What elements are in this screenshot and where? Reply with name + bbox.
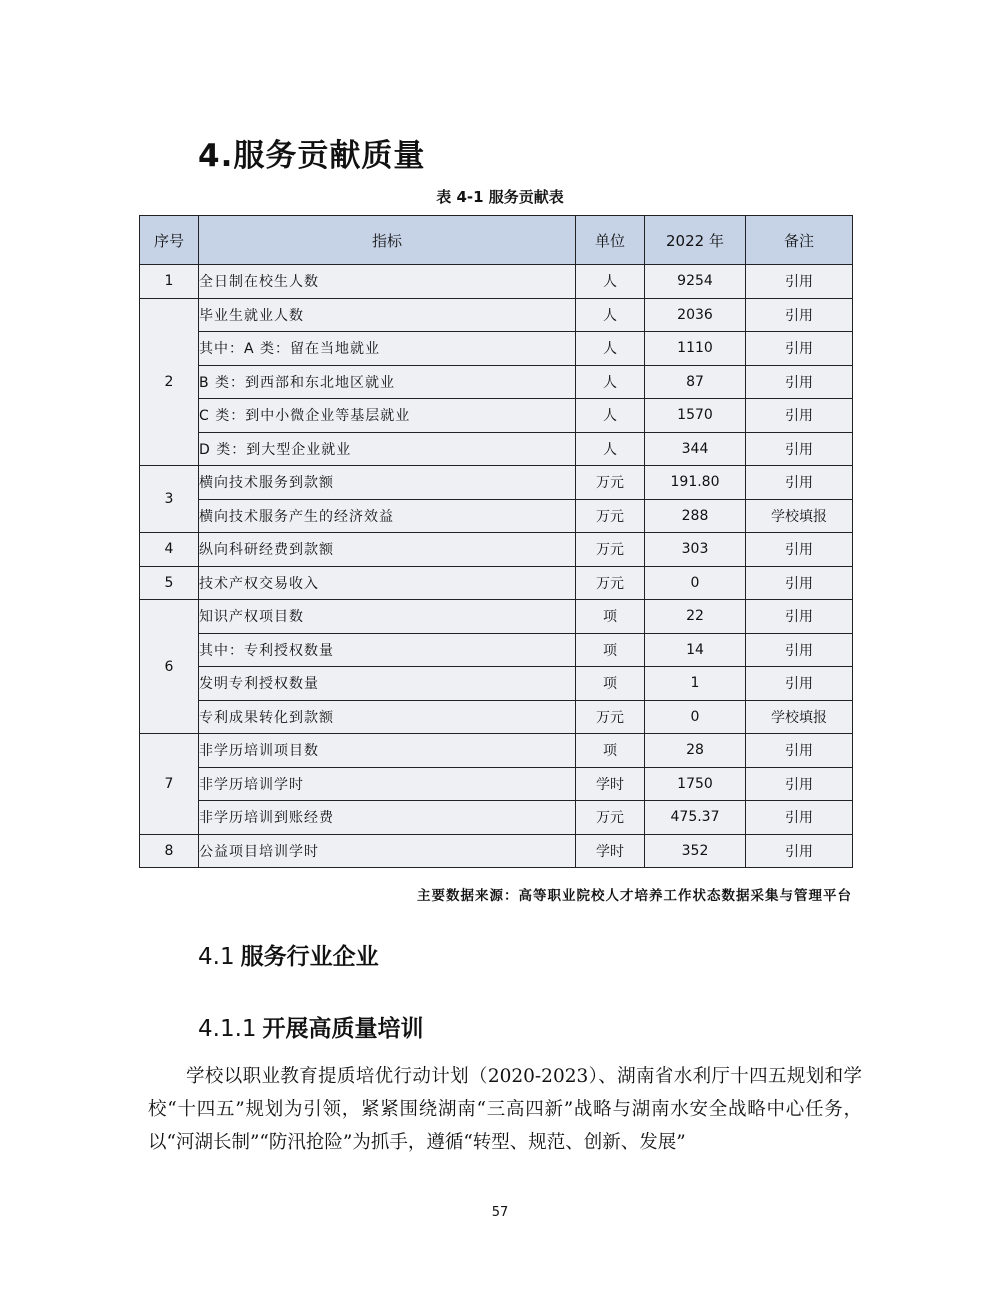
cell-value: 288 (645, 499, 746, 533)
section-heading (198, 938, 379, 971)
cell-value: 191.80 (645, 466, 746, 500)
cell-indicator: 横向技术服务到款额 (199, 466, 576, 500)
cell-unit: 项 (576, 633, 645, 667)
cell-indicator: 其中：专利授权数量 (199, 633, 576, 667)
page-number: 57 (491, 1205, 509, 1220)
cell-value: 352 (645, 834, 746, 868)
cell-indicator: B 类：到西部和东北地区就业 (199, 365, 576, 399)
cell-unit: 项 (576, 600, 645, 634)
cell-note: 引用 (746, 432, 853, 466)
cell-indicator: 非学历培训到账经费 (199, 801, 576, 835)
cell-unit: 人 (576, 399, 645, 433)
cell-note: 引用 (746, 566, 853, 600)
cell-indicator: 毕业生就业人数 (199, 298, 576, 332)
table-row (140, 667, 853, 701)
cell-note: 引用 (746, 298, 853, 332)
cell-note: 引用 (746, 801, 853, 835)
cell-value: 475.37 (645, 801, 746, 835)
cell-indicator: 横向技术服务产生的经济效益 (199, 499, 576, 533)
cell-value: 344 (645, 432, 746, 466)
cell-unit: 人 (576, 332, 645, 366)
cell-unit: 人 (576, 432, 645, 466)
cell-note: 引用 (746, 600, 853, 634)
subsection-heading (198, 1010, 424, 1043)
cell-no: 2 (140, 298, 199, 466)
cell-note: 引用 (746, 834, 853, 868)
header-unit: 单位 (576, 216, 645, 265)
table-row (140, 466, 853, 500)
table-row (140, 600, 853, 634)
data-source-note: 主要数据来源：高等职业院校人才培养工作状态数据采集与管理平台 (417, 888, 852, 904)
cell-no: 3 (140, 466, 199, 533)
cell-no: 5 (140, 566, 199, 600)
cell-value: 303 (645, 533, 746, 567)
table-caption: 表 4-1 服务贡献表 (436, 188, 564, 206)
cell-note: 引用 (746, 265, 853, 299)
cell-value: 87 (645, 365, 746, 399)
cell-value: 0 (645, 700, 746, 734)
cell-note: 学校填报 (746, 700, 853, 734)
cell-no: 8 (140, 834, 199, 868)
table-row (140, 432, 853, 466)
table-row (140, 767, 853, 801)
table-row (140, 499, 853, 533)
header-note: 备注 (746, 216, 853, 265)
cell-note: 引用 (746, 667, 853, 701)
cell-value: 28 (645, 734, 746, 768)
cell-value: 1570 (645, 399, 746, 433)
cell-unit: 万元 (576, 566, 645, 600)
cell-value: 0 (645, 566, 746, 600)
cell-unit: 万元 (576, 466, 645, 500)
cell-note: 引用 (746, 466, 853, 500)
cell-unit: 人 (576, 365, 645, 399)
cell-indicator: 其中：A 类：留在当地就业 (199, 332, 576, 366)
cell-indicator: 发明专利授权数量 (199, 667, 576, 701)
table-row (140, 399, 853, 433)
cell-unit: 万元 (576, 533, 645, 567)
cell-indicator: 非学历培训学时 (199, 767, 576, 801)
header-indicator: 指标 (199, 216, 576, 265)
service-contribution-table (139, 215, 853, 868)
table-row (140, 801, 853, 835)
cell-unit: 学时 (576, 834, 645, 868)
cell-no: 6 (140, 600, 199, 734)
cell-indicator: 技术产权交易收入 (199, 566, 576, 600)
cell-note: 学校填报 (746, 499, 853, 533)
cell-note: 引用 (746, 365, 853, 399)
table-row (140, 298, 853, 332)
table-row (140, 533, 853, 567)
cell-value: 22 (645, 600, 746, 634)
cell-unit: 人 (576, 265, 645, 299)
page-heading: 4.服务贡献质量 (198, 138, 426, 174)
cell-unit: 万元 (576, 700, 645, 734)
table-row (140, 365, 853, 399)
cell-no: 7 (140, 734, 199, 835)
cell-indicator: C 类：到中小微企业等基层就业 (199, 399, 576, 433)
table-row (140, 332, 853, 366)
cell-note: 引用 (746, 633, 853, 667)
table-row (140, 700, 853, 734)
section-number: 4.1 (198, 944, 235, 970)
table-header-row (140, 216, 853, 265)
cell-unit: 人 (576, 298, 645, 332)
cell-note: 引用 (746, 767, 853, 801)
cell-value: 1110 (645, 332, 746, 366)
cell-value: 1 (645, 667, 746, 701)
cell-no: 1 (140, 265, 199, 299)
table-row (140, 566, 853, 600)
cell-unit: 学时 (576, 767, 645, 801)
cell-indicator: 非学历培训项目数 (199, 734, 576, 768)
cell-unit: 项 (576, 667, 645, 701)
cell-note: 引用 (746, 533, 853, 567)
cell-note: 引用 (746, 734, 853, 768)
section-title: 服务行业企业 (240, 944, 379, 970)
table-row (140, 834, 853, 868)
cell-indicator: 全日制在校生人数 (199, 265, 576, 299)
cell-indicator: 知识产权项目数 (199, 600, 576, 634)
cell-note: 引用 (746, 332, 853, 366)
cell-indicator: 专利成果转化到款额 (199, 700, 576, 734)
header-no: 序号 (140, 216, 199, 265)
table-row (140, 734, 853, 768)
subsection-number: 4.1.1 (198, 1016, 257, 1042)
cell-unit: 项 (576, 734, 645, 768)
cell-indicator: 公益项目培训学时 (199, 834, 576, 868)
cell-indicator: 纵向科研经费到款额 (199, 533, 576, 567)
cell-value: 2036 (645, 298, 746, 332)
cell-value: 1750 (645, 767, 746, 801)
body-paragraph: 学校以职业教育提质培优行动计划（2020-2023）、湖南省水利厅十四五规划和学校“十四五”规划为引领，紧紧围绕湖南“三高四新”战略与湖南水安全战略中心任务，以“河湖长制”“防汛抢险”为抓手，遵循“转型、规范、创新、发展” (148, 1066, 862, 1153)
cell-value: 9254 (645, 265, 746, 299)
cell-indicator: D 类：到大型企业就业 (199, 432, 576, 466)
cell-unit: 万元 (576, 499, 645, 533)
table-row (140, 633, 853, 667)
cell-unit: 万元 (576, 801, 645, 835)
cell-no: 4 (140, 533, 199, 567)
cell-value: 14 (645, 633, 746, 667)
cell-note: 引用 (746, 399, 853, 433)
table-row (140, 265, 853, 299)
subsection-title: 开展高质量培训 (262, 1016, 424, 1042)
header-year: 2022 年 (645, 216, 746, 265)
